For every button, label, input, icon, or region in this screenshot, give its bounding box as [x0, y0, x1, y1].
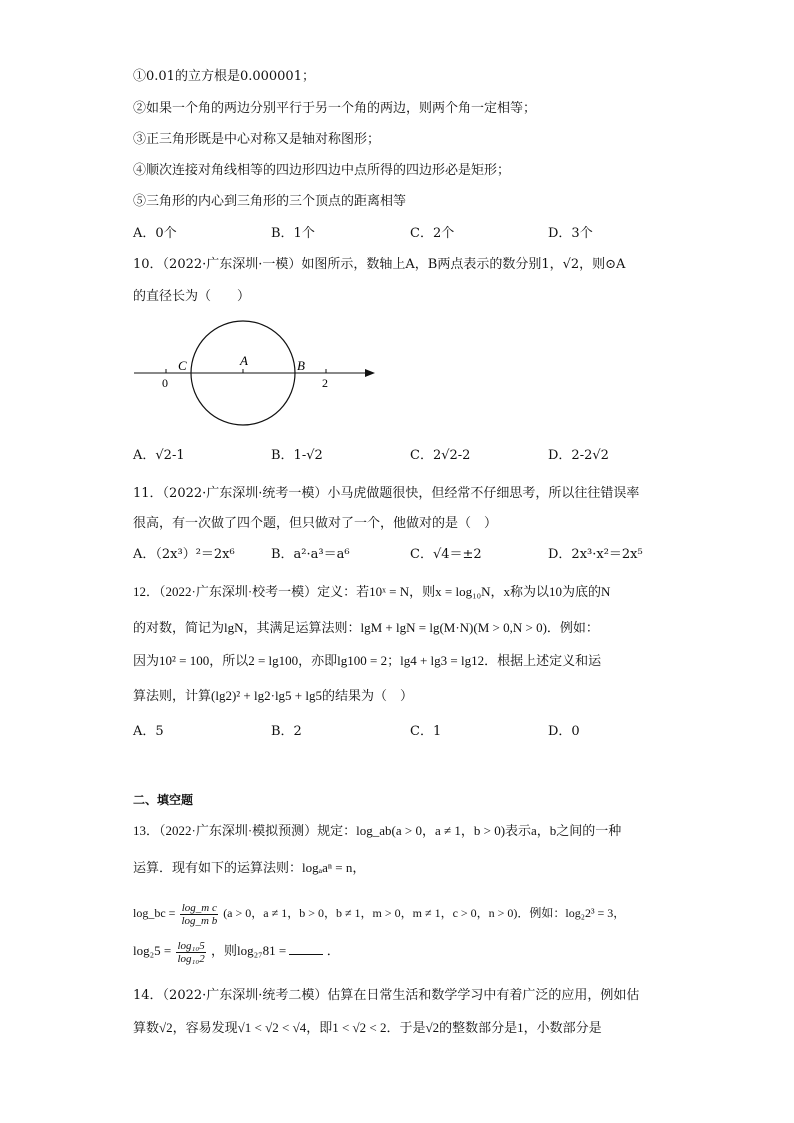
q13-stem-line1: 13．（2022·广东深圳·模拟预测）规定：log_ab(a > 0，a ≠ 1，b > 0)表示a，b之间的一种 [133, 823, 622, 838]
example-fraction [176, 940, 205, 965]
section-title-fill-in: 二、填空题 [133, 793, 194, 807]
q10-option-b[interactable]: B．1-√2 [271, 448, 323, 463]
q9-options [133, 225, 693, 243]
q10-options [133, 447, 693, 465]
label-two: 2 [322, 376, 328, 390]
q14-stem-line2: 算数√2，容易发现√1 < √2 < √4，即1 < √2 < 2．于是√2的整数部分是1，小数部分是 [133, 1020, 602, 1035]
label-b: B [297, 358, 305, 373]
q12-stem-line2: 的对数，简记为lgN，其满足运算法则：lgM + lgN = lg(M·N)(M > 0,N > 0)．例如： [133, 620, 599, 635]
q10-option-c[interactable]: C．2√2-2 [410, 448, 471, 463]
q10-stem-line1: 10．（2022·广东深圳·一模）如图所示，数轴上A，B两点表示的数分别1，√2，则⊙A [133, 257, 626, 272]
fraction-numerator: log_m c [181, 901, 217, 914]
q11-option-b[interactable]: B．a²·a³＝a⁶ [271, 547, 350, 562]
q12-option-d[interactable]: D．0 [548, 724, 580, 739]
q9-option-c[interactable]: C．2个 [410, 226, 455, 241]
q13-line3-prefix: log_bc = [133, 906, 176, 920]
statement-5: ⑤三角形的内心到三角形的三个顶点的距离相等 [133, 194, 407, 209]
q12-option-c[interactable]: C．1 [410, 724, 442, 739]
q13-line4-suffix: ，则log₂₇81 = [210, 943, 287, 958]
q12-stem-line3: 因为10² = 100，所以2 = lg100，亦即lg100 = 2；lg4 + lg3 = lg12．根据上述定义和运 [133, 653, 602, 668]
statement-2: ②如果一个角的两边分别平行于另一个角的两边，则两个角一定相等； [133, 101, 537, 116]
q13-line3-suffix: (a > 0，a ≠ 1，b > 0，b ≠ 1，m > 0，m ≠ 1，c > 0，n > 0)．例如：log₂2³ = 3， [223, 906, 626, 920]
q13-stem-line3 [133, 899, 625, 927]
label-c: C [178, 358, 187, 373]
q12-stem-line4: 算法则，计算(lg2)² + lg2·lg5 + lg5的结果为（ ） [133, 688, 413, 703]
fraction-denominator: log_m b [181, 914, 218, 927]
label-a: A [240, 353, 248, 368]
q9-option-a[interactable]: A．0个 [133, 226, 177, 241]
statement-3: ③正三角形既是中心对称又是轴对称图形； [133, 132, 381, 147]
q13-line4-prefix: log₂5 = [133, 943, 172, 958]
answer-blank[interactable] [289, 942, 323, 955]
q9-option-b[interactable]: B．1个 [271, 226, 315, 241]
q12-option-b[interactable]: B．2 [271, 724, 302, 739]
q11-option-c[interactable]: C．√4＝±2 [410, 547, 482, 562]
q10-option-a[interactable]: A．√2-1 [133, 448, 185, 463]
q9-option-d[interactable]: D．3个 [548, 226, 593, 241]
q13-stem-line2: 运算．现有如下的运算法则：logₐaⁿ = n， [133, 860, 366, 875]
q11-option-a[interactable]: A．（2x³）²＝2x⁶ [133, 547, 235, 562]
q13-stem-line4 [133, 937, 340, 965]
label-zero: 0 [162, 376, 168, 390]
q12-option-a[interactable]: A．5 [133, 724, 164, 739]
q10-stem-line2: 的直径长为（ ） [133, 289, 251, 304]
q14-stem-line1: 14．（2022·广东深圳·统考二模）估算在日常生活和数学学习中有着广泛的应用，例如估 [133, 988, 640, 1003]
q12-stem-line1: 12．（2022·广东深圳·校考一模）定义：若10ˣ = N，则x = log₁₀N，x称为以10为底的N [133, 584, 611, 599]
q13-line4-end: ． [326, 943, 340, 958]
q12-options [133, 723, 693, 741]
q11-stem-line2: 很高，有一次做了四个题，但只做对了一个，他做对的是（ ） [133, 516, 498, 531]
arrow-head-icon [365, 369, 375, 377]
fraction-denominator: log₁₀2 [177, 952, 205, 965]
change-of-base-fraction [180, 902, 218, 927]
q11-options [133, 546, 693, 564]
q11-option-d[interactable]: D．2x³·x²＝2x⁵ [548, 547, 643, 562]
q11-stem-line1: 11．（2022·广东深圳·统考一模）小马虎做题很快，但经常不仔细思考，所以往往错误率 [133, 486, 640, 501]
q10-option-d[interactable]: D．2-2√2 [548, 448, 609, 463]
number-line-figure [130, 315, 390, 430]
fraction-numerator: log₁₀5 [177, 939, 205, 952]
statement-1: ①0.01的立方根是0.000001； [133, 69, 315, 84]
statement-4: ④顺次连接对角线相等的四边形四边中点所得的四边形必是矩形； [133, 163, 511, 178]
